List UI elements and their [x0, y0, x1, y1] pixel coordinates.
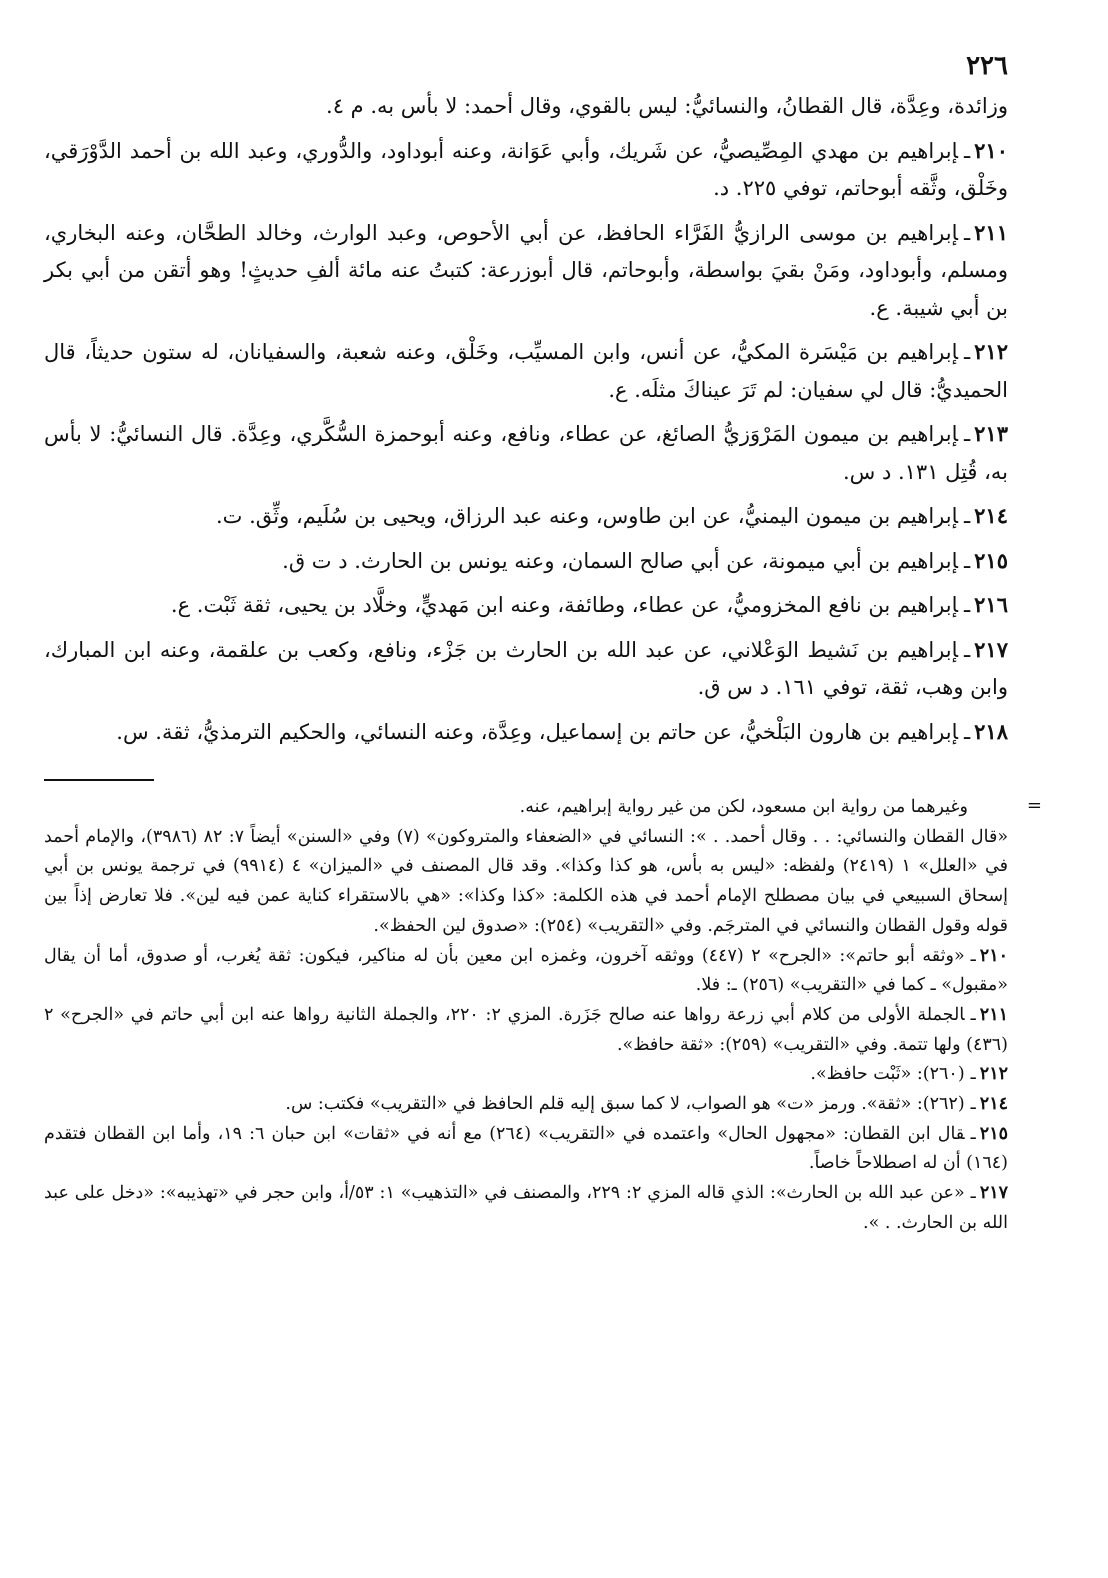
- entry-text: إبراهيم بن موسى الرازيُّ الفَرَّاء الحافظ، عن أبي الأحوص، وعبد الوارث، وخالد الطحَّان، وعنه البخاري، ومسلم، وأبوداود، ومَنْ بقيَ بواسطة، وأبوحاتم، قال أبوزرعة: كتبتُ عنه مائة ألفِ حديثٍ! وهو أتقن من أبي بكر بن أبي شيبة. ع.: [44, 220, 1009, 320]
- entry-dash: ـ: [964, 548, 971, 573]
- entry-text: (٢٦٢): «ثقة». ورمز «ت» هو الصواب، لا كما سبق إليه قلم الحافظ في «التقريب» فكتب: س.: [285, 1094, 965, 1115]
- footnote-entry: [44, 1120, 1008, 1179]
- entry-number: ٢١٥: [979, 1123, 1008, 1144]
- continuation-mark: =: [1026, 795, 1042, 816]
- footnote-entry: [44, 1090, 1008, 1120]
- entry-dash: ـ: [964, 504, 971, 528]
- entry-text: إبراهيم بن هارون البَلْخيُّ، عن حاتم بن إسماعيل، وعِدَّة، وعنه النسائي، والحكيم الترمذيُّ، ثقة. س.: [116, 719, 958, 744]
- entry-dash: ـ: [964, 138, 971, 163]
- entry-number: ٢١٨: [974, 718, 1008, 744]
- entry-number: ٢١٤: [974, 503, 1008, 528]
- entry-text: «وثقه أبو حاتم»: «الجرح» ٢ (٤٤٧) ووثقه آخرون، وغمزه ابن معين بأن له مناكير، فيكون: ثقة يُغرب، أو صدوق، أما أن يقال «مقبول» ـ كما في «التقريب» (٢٥٦) ـ: فلا.: [44, 945, 1008, 996]
- main-text: [44, 88, 1008, 751]
- entry-dash: ـ: [964, 340, 971, 364]
- footnote-entry: [44, 1060, 1008, 1090]
- entry: [44, 586, 1008, 625]
- entry-text: إبراهيم بن نَشيط الوَعْلاني، عن عبد الله بن الحارث بن جَزْء، ونافع، وكعب بن علقمة، وعنه ابن المبارك، وابن وهب، ثقة، توفي ١٦١. د س ق.: [44, 637, 1008, 699]
- entry: [44, 132, 1008, 208]
- entry-number: ٢١٢: [979, 1064, 1008, 1085]
- entry-number: ٢١٣: [974, 421, 1008, 446]
- entry: [44, 333, 1008, 409]
- entry-dash: ـ: [964, 593, 971, 617]
- entry-text: قال ابن القطان: «مجهول الحال» واعتمده في «التقريب» (٢٦٤) مع أنه في «ثقات» ابن حبان ٦: ١٩، وأما ابن القطان فتقدم (١٦٤) أن له اصطلاحاً خاصاً.: [44, 1123, 1008, 1174]
- opening-paragraph: وزائدة، وعِدَّة، قال القطانُ، والنسائيُّ: ليس بالقوي، وقال أحمد: لا بأس به. م ٤.: [326, 94, 1008, 118]
- footnote-continuation-line: وغيرهما من رواية ابن مسعود، لكن من غير رواية إبراهيم، عنه.: [519, 797, 968, 817]
- entry-number: ٢١٥: [974, 547, 1008, 573]
- entries-list: [44, 132, 1008, 752]
- entry-dash: ـ: [970, 945, 976, 966]
- entry-dash: ـ: [964, 220, 971, 245]
- entry-text: إبراهيم بن مَيْسَرة المكيُّ، عن أنس، وابن المسيِّب، وخَلْق، وعنه شعبة، والسفيانان، له ستون حديثاً، قال الحميديُّ: قال لي سفيان: لم تَرَ عيناكَ مثلَه. ع.: [44, 340, 1008, 402]
- entry: [44, 713, 1008, 752]
- entry-dash: ـ: [970, 1064, 976, 1085]
- entry-dash: ـ: [970, 1094, 976, 1115]
- entry-dash: ـ: [964, 637, 971, 662]
- footnote-separator: [44, 779, 154, 781]
- entry-text: إبراهيم بن ميمون اليمنيُّ، عن ابن طاوس، وعنه عبد الرزاق، ويحيى بن سُلَيم، وثِّق. ت.: [215, 504, 958, 528]
- entry-text: (٢٦٠): «ثَبْت حافظ».: [810, 1064, 965, 1085]
- entry-dash: ـ: [970, 1123, 976, 1144]
- entry-number: ٢١٧: [974, 636, 1008, 662]
- entry-number: ٢١٠: [974, 137, 1008, 163]
- entry-number: ٢١١: [979, 1004, 1008, 1025]
- footnote-continuation-paragraph: «قال القطان والنسائي: . . وقال أحمد. . »: النسائي في «الضعفاء والمتروكون» (٧) وفي «السنن» أيضاً ٧: ٨٢ (٣٩٨٦)، والإمام أحمد في «العلل» ١ (٢٤١٩) ولفظه: «ليس به بأس، هو كذا وكذا». وقد قال المصنف في «الميزان» ٤ (٩٩١٤) في ترجمة يونس بن أبي إسحاق السبيعي في بيان مصطلح الإمام أحمد في هذه الكلمة: «كذا وكذا»: «هي بالاستقراء كناية عمن فيه لين». فلا تعارض إذاً بين قوله وقول القطان والنسائي في المترجَم. وفي «التقريب» (٢٥٤): «صدوق لين الحفظ».: [44, 826, 1009, 936]
- entry-text: إبراهيم بن أبي ميمونة، عن أبي صالح السمان، وعنه يونس بن الحارث. د ت ق.: [282, 548, 958, 573]
- entry-dash: ـ: [964, 719, 971, 744]
- entry: [44, 542, 1008, 581]
- entry: [44, 631, 1008, 707]
- book-page: [44, 50, 1042, 1239]
- entry-text: إبراهيم بن نافع المخزوميُّ، عن عطاء، وطائفة، وعنه ابن مَهديٍّ، وخلَّاد بن يحيى، ثقة ثَبْت. ع.: [170, 593, 958, 617]
- footnote-list: [44, 942, 1008, 1239]
- footnote-entry: [44, 1001, 1008, 1060]
- entry-number: ٢١٠: [979, 945, 1008, 966]
- entry: [44, 497, 1008, 536]
- page-number: ٢٢٦: [966, 51, 1008, 81]
- entry-dash: ـ: [964, 422, 971, 446]
- entry: [44, 214, 1008, 328]
- entry-text: الجملة الأولى من كلام أبي زرعة رواها عنه صالح جَزَرة. المزي ٢: ٢٢٠، والجملة الثانية رواها عنه ابن أبي حاتم في «الجرح» ٢ (٤٣٦) ولها تتمة. وفي «التقريب» (٢٥٩): «ثقة حافظ».: [44, 1004, 1008, 1055]
- entry: [44, 415, 1008, 491]
- footnotes: [44, 793, 1042, 1239]
- entry-number: ٢١٤: [979, 1094, 1008, 1115]
- footnote-entry: [44, 1179, 1008, 1238]
- entry-number: ٢١١: [974, 219, 1008, 245]
- footnote-entry: [44, 942, 1008, 1001]
- entry-number: ٢١٢: [974, 339, 1008, 364]
- entry-number: ٢١٧: [979, 1183, 1009, 1204]
- entry-dash: ـ: [970, 1183, 976, 1204]
- entry-text: إبراهيم بن ميمون المَرْوَزيُّ الصائغ، عن عطاء، ونافع، وعنه أبوحمزة السُّكَّري، وعِدَّة. قال النسائيُّ: لا بأس به، قُتِل ١٣١. د س.: [44, 422, 1008, 484]
- entry-number: ٢١٦: [974, 592, 1008, 617]
- entry-text: إبراهيم بن مهدي المِصِّيصيُّ، عن شَريك، وأبي عَوَانة، وعنه أبوداود، والدُّوري، وعبد الله بن أحمد الدَّوْرَقي، وخَلْق، وثَّقه أبوحاتم، توفي ٢٢٥. د.: [44, 138, 1008, 200]
- entry-text: «عن عبد الله بن الحارث»: الذي قاله المزي ٢: ٢٢٩، والمصنف في «التذهيب» ١: ٥٣/أ، وابن حجر في «تهذيبه»: «دخل على عبد الله بن الحارث. . ».: [44, 1183, 1008, 1233]
- entry-dash: ـ: [970, 1004, 976, 1025]
